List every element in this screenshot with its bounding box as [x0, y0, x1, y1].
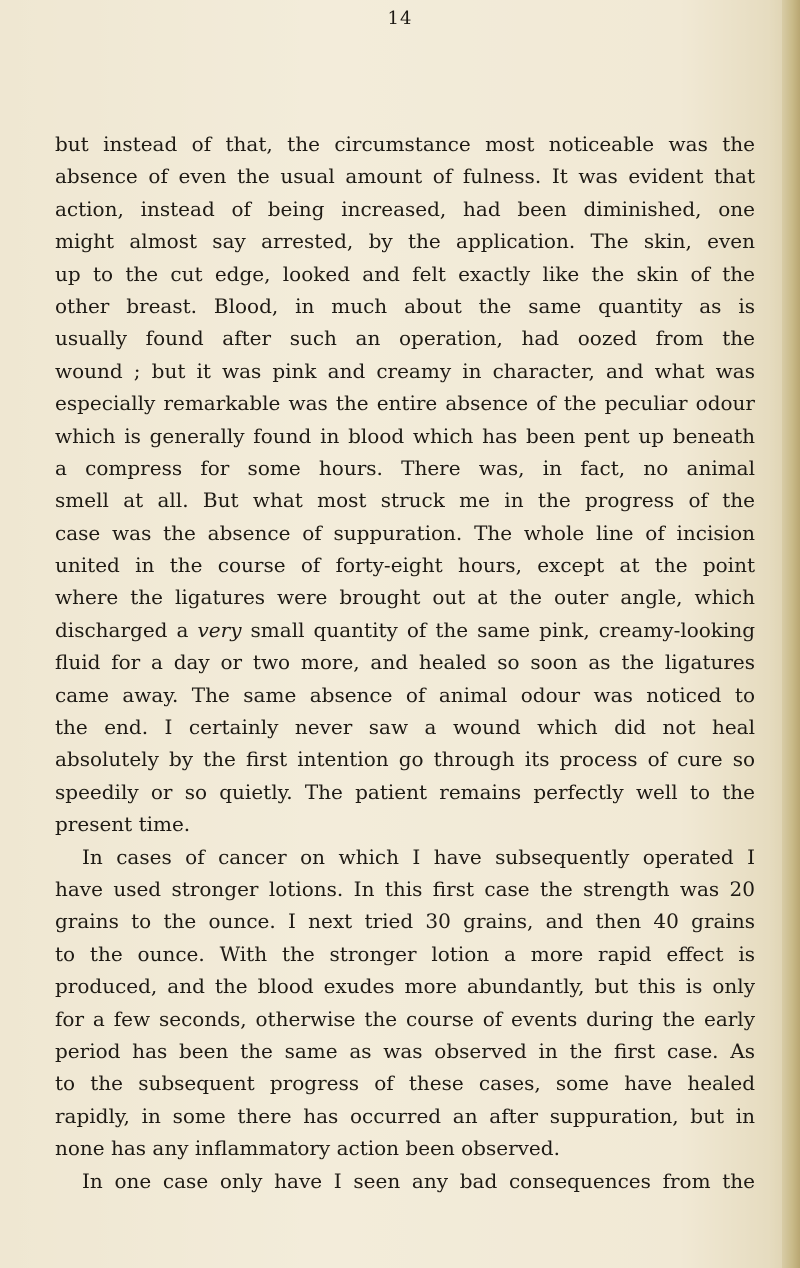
italic-emphasis: very — [197, 617, 242, 642]
paragraph-start-line: In one case only have I seen any bad consequences from the — [82, 1168, 755, 1193]
text-line: united in the course of forty-eight hours, except at the point — [55, 553, 755, 578]
text-line: have used stronger lotions. In this first case the strength was 20 — [55, 876, 755, 901]
text-line: speedily or so quietly. The patient remains perfectly well to the — [55, 779, 755, 804]
text-line: to the subsequent progress of these cases, some have healed — [55, 1071, 755, 1096]
text-line: smell at all. But what most struck me in the progress of the — [55, 488, 755, 513]
paragraph-end-line: none has any inflammatory action been observed. — [55, 1136, 560, 1161]
text-line-with-italic — [55, 614, 755, 646]
text-line: usually found after such an operation, had oozed from the — [55, 326, 755, 351]
text-line: grains to the ounce. I next tried 30 grains, and then 40 grains — [55, 909, 755, 934]
text-line: to the ounce. With the stronger lotion a more rapid effect is — [55, 941, 755, 966]
text-line: produced, and the blood exudes more abundantly, but this is only — [55, 974, 755, 999]
text-line: for a few seconds, otherwise the course of events during the early — [55, 1006, 755, 1031]
text-line: absence of even the usual amount of fulness. It was evident that — [55, 164, 755, 189]
text-line: especially remarkable was the entire absence of the peculiar odour — [55, 391, 755, 416]
text-segment: discharged a — [55, 617, 198, 642]
text-line: rapidly, in some there has occurred an after suppuration, but in — [55, 1103, 755, 1128]
text-line: absolutely by the first intention go through its process of cure so — [55, 747, 755, 772]
text-segment: small quantity of the same pink, creamy-looking — [241, 617, 756, 642]
text-line: a compress for some hours. There was, in fact, no animal — [55, 455, 755, 480]
text-line: came away. The same absence of animal odour was noticed to — [55, 682, 755, 707]
text-line: case was the absence of suppuration. The whole line of incision — [55, 520, 755, 545]
text-line: which is generally found in blood which has been pent up beneath — [55, 423, 755, 448]
text-line: where the ligatures were brought out at the outer angle, which — [55, 585, 755, 610]
text-line: action, instead of being increased, had been diminished, one — [55, 196, 755, 221]
paragraph-end-line: present time. — [55, 812, 191, 837]
paragraph-start-line: In cases of cancer on which I have subsequently operated I — [82, 844, 755, 869]
text-line: the end. I certainly never saw a wound which did not heal — [55, 715, 755, 740]
body-text — [55, 128, 755, 1197]
text-line: might almost say arrested, by the application. The skin, even — [55, 229, 755, 254]
page-number: 14 — [387, 8, 413, 29]
text-line: up to the cut edge, looked and felt exactly like the skin of the — [55, 261, 755, 286]
text-line: fluid for a day or two more, and healed so soon as the ligatures — [55, 650, 755, 675]
text-line: other breast. Blood, in much about the same quantity as is — [55, 293, 755, 318]
page-binding-edge — [782, 0, 800, 1268]
text-line: wound ; but it was pink and creamy in character, and what was — [55, 358, 755, 383]
text-line: but instead of that, the circumstance most noticeable was the — [55, 132, 755, 156]
text-line: period has been the same as was observed in the first case. As — [55, 1038, 755, 1063]
